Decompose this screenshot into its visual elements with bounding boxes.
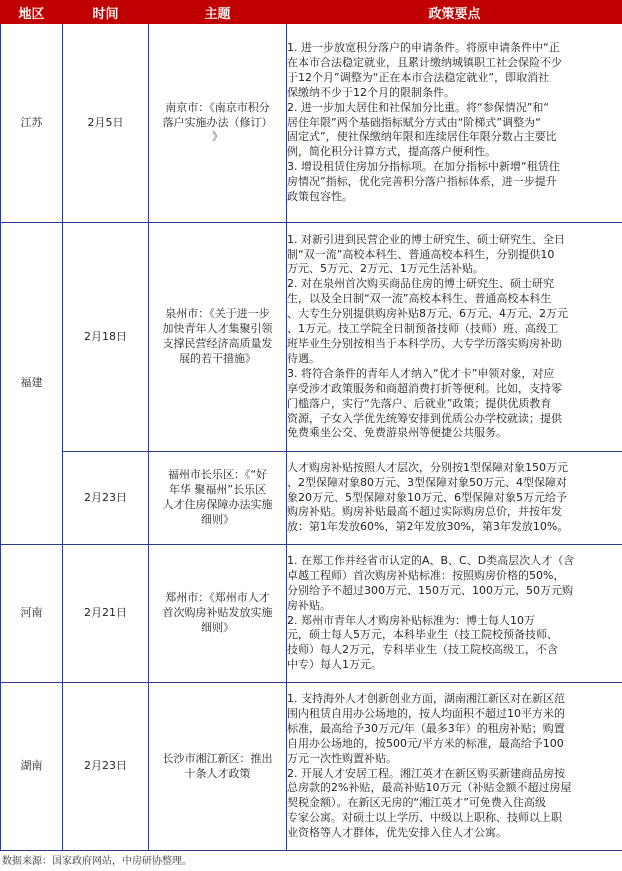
topic-text: 长沙市湘江新区：推出 十条人才政策	[162, 751, 273, 780]
table-row	[1, 24, 622, 223]
policy-points-text: 人才购房补贴按照人才层次，分别按1型保障对象150万元 、2型保障对象80万元、3型保障对象50万元、4型保障对 象20万元、5型保障对象10万元、6型保障对象5万元给予 购房补贴。购房补贴最高不超过实际购房总价，并按年发 放：第1年发放60%，第2年发放30%，第3年发放10%。	[287, 460, 569, 534]
policy-points-cell	[287, 223, 622, 452]
topic-cell	[149, 545, 287, 683]
topic-text: 郑州市：《郑州市人才 首次购房补贴发放实施 细则》	[162, 591, 273, 634]
policy-points-cell	[287, 24, 622, 223]
date-cell: 2月18日	[63, 223, 149, 452]
policy-points-cell	[287, 683, 622, 851]
data-source-note: 数据来源：国家政府网站，中房研协整理。	[2, 856, 192, 867]
topic-cell	[149, 24, 287, 223]
date-cell: 2月21日	[63, 545, 149, 683]
topic-text: 福州市长乐区：《“好 年华 聚福州”长乐区 人才住房保障办法实施 细则》	[162, 468, 273, 526]
topic-text: 泉州市：《关于进一步 加快青年人才集聚引领 支撑民营经济高质量发 展的若干措施》	[162, 307, 273, 365]
topic-cell	[149, 452, 287, 545]
region-cell: 湖南	[1, 683, 63, 851]
table-header-row	[1, 1, 622, 24]
table-row	[1, 223, 622, 452]
region-cell: 江苏	[1, 24, 63, 223]
policy-points-text: 1. 支持海外人才创新创业方面，湖南湘江新区对在新区范 围内租赁自用办公场地的，按人均面积不超过10平方米的 标准，最高给予30万元/年（最多3年）的租房补贴；购置 自用办公场地的，按500元/平方米的标准，最高给予100 万元一次性购置补贴。 2. 开展人才安居工程。湘江英才在新区购买新建商品房按 总房款的2%补贴，最高补贴10万元（补贴金额不超过房屋 契税金额）。在新区无房的“湘江英才”可免费入住高级 专家公寓。对硕士以上学历、中级以上职称、技师以上职 业资格等人才群体，优先安排入住人才公寓。	[287, 691, 572, 840]
topic-text: 南京市：《南京市积分 落户实施办法（修订） 》	[162, 100, 273, 144]
topic-cell	[149, 223, 287, 452]
region-cell: 河南	[1, 545, 63, 683]
header-policy-points: 政策要点	[287, 1, 622, 24]
policy-points-cell	[287, 452, 622, 545]
date-cell: 2月23日	[63, 683, 149, 851]
policy-points-text: 1. 进一步放宽积分落户的申请条件。将原申请条件中“正 在本市合法稳定就业，且累计缴纳城镇职工社会保险不少 于12个月”调整为“正在本市合法稳定就业”，即取消社 保缴纳不少于12个月的限制条件。 2. 进一步加大居住和社保加分比重。将“参保情况”和“ 居住年限”两个基础指标赋分方式由“阶梯式”调整为“ 固定式”，使社保缴纳年限和连续居住年限分数占主要比 例，简化积分计算方式，提高落户便利性。 3. 增设租赁住房加分指标项。在加分指标中新增“租赁住 房情况”指标，优化完善积分落户指标体系，进一步提升 政策包容性。	[287, 41, 562, 204]
date-cell: 2月5日	[63, 24, 149, 223]
topic-cell	[149, 683, 287, 851]
policy-points-text: 1. 对新引进到民营企业的博士研究生、硕士研究生、全日 制“双一流”高校本科生、普通高校本科生，分别提供10 万元、5万元、2万元、1万元生活补贴。 2. 对在泉州首次购买商品住房的博士研究生、硕士研究 生，以及全日制“双一流”高校本科生、普通高校本科生 、大专生分别提供购房补贴8万元、6万元、4万元、2万元 、1万元。技工学院全日制预备技师（技师）班、高级工 班毕业生分别按相当于本科学历、大专学历落实购房补助 待遇。 3. 将符合条件的青年人才纳入“优才卡”申领对象，对应 享受涉才政策服务和商超消费打折等便利。比如，支持零 门槛落户，实行“先落户、后就业”政策；提供优质教育 资源，子女入学优先统筹安排到优质公办学校就读；提供 免费乘坐公交、免费游泉州等便捷公共服务。	[287, 232, 568, 440]
region-cell: 福建	[1, 223, 63, 545]
table-row	[1, 452, 622, 545]
header-date: 时间	[63, 1, 149, 24]
policy-points-text: 1. 在郑工作并经省市认定的A、B、C、D类高层次人才（含 卓越工程师）首次购房补贴标准：按照购房价格的50%， 分别给予不超过300万元、150万元、100万元、50万元购 房补贴。 2. 郑州市青年人才购房补贴标准为：博士每人10万 元，硕士每人5万元，本科毕业生（技工院校预备技师、 技师）每人2万元，专科毕业生（技工院校高级工，不含 中专）每人1万元。	[287, 553, 575, 672]
table-row	[1, 683, 622, 851]
header-region: 地区	[1, 1, 63, 24]
policy-points-cell	[287, 545, 622, 683]
header-topic: 主题	[149, 1, 287, 24]
table-row	[1, 545, 622, 683]
date-cell: 2月23日	[63, 452, 149, 545]
